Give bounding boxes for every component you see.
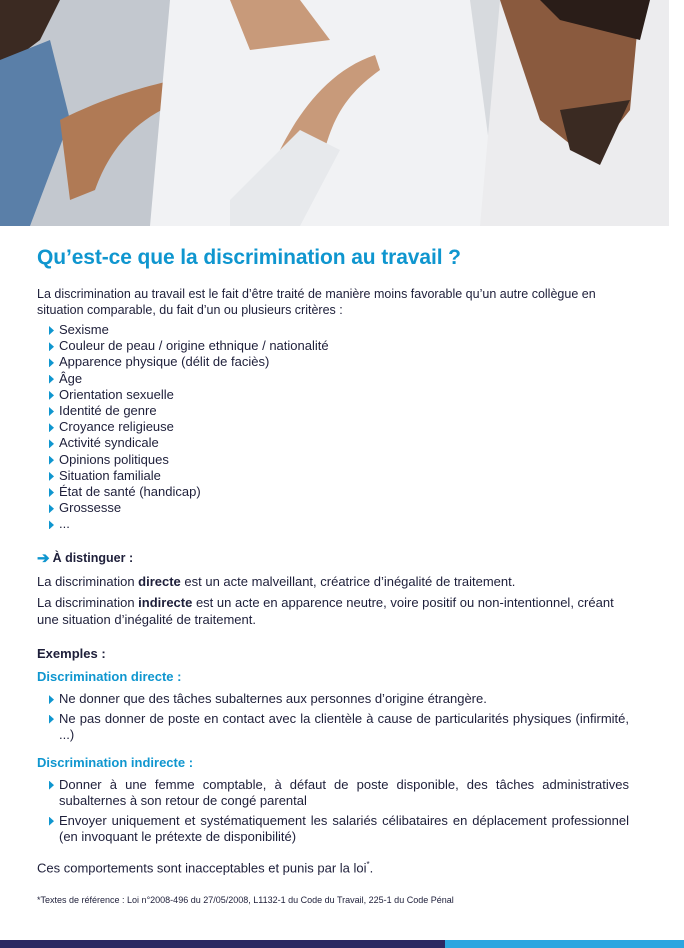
distinguish-heading: ➔ À distinguer :	[37, 549, 134, 567]
footer-bar-dark	[0, 940, 445, 948]
list-item: Âge	[49, 371, 629, 387]
list-item: Apparence physique (délit de faciès)	[49, 354, 629, 370]
bullet-icon	[49, 456, 54, 465]
direct-definition: La discrimination directe est un acte malveillant, créatrice d’inégalité de traitement.	[37, 573, 516, 589]
bullet-icon	[49, 695, 54, 704]
bullet-icon	[49, 326, 54, 335]
hero-photo	[0, 0, 669, 226]
intro-text: La discrimination au travail est le fait d’être traité de manière moins favorable qu’un autre collègue en situation comparable, du fait d’un ou plusieurs critères :	[37, 287, 596, 317]
indirect-examples-heading: Discrimination indirecte :	[37, 754, 194, 770]
indirect-examples-list	[49, 777, 629, 846]
bullet-icon	[49, 520, 54, 529]
list-item: Ne donner que des tâches subalternes aux personnes d’origine étrangère.	[49, 691, 629, 708]
bullet-icon	[49, 439, 54, 448]
list-item: Identité de genre	[49, 403, 629, 419]
bullet-icon	[49, 817, 54, 826]
list-item: Sexisme	[49, 322, 629, 338]
direct-examples-list	[49, 691, 629, 744]
bullet-icon	[49, 504, 54, 513]
list-item: Ne pas donner de poste en contact avec la clientèle à cause de particularités physiques (infirmité, ...)	[49, 711, 629, 744]
bullet-icon	[49, 407, 54, 416]
page-title: Qu’est-ce que la discrimination au travail ?	[37, 246, 461, 269]
main-content	[37, 246, 629, 905]
list-item: État de santé (handicap)	[49, 484, 629, 500]
hero-illustration	[0, 0, 669, 226]
bullet-icon	[49, 488, 54, 497]
direct-examples-heading: Discrimination directe :	[37, 669, 182, 685]
list-item: Couleur de peau / origine ethnique / nationalité	[49, 338, 629, 354]
list-item: Grossesse	[49, 500, 629, 516]
bullet-icon	[49, 472, 54, 481]
bullet-icon	[49, 375, 54, 384]
list-item: Opinions politiques	[49, 452, 629, 468]
criteria-list	[49, 322, 629, 533]
list-item: Croyance religieuse	[49, 419, 629, 435]
bullet-icon	[49, 342, 54, 351]
bullet-icon	[49, 781, 54, 790]
bullet-icon	[49, 423, 54, 432]
list-item: Donner à une femme comptable, à défaut de poste disponible, des tâches administratives subalternes à son retour de congé parental	[49, 777, 629, 810]
list-item: Activité syndicale	[49, 435, 629, 451]
examples-heading: Exemples :	[37, 646, 106, 662]
list-item: Situation familiale	[49, 468, 629, 484]
list-item: Orientation sexuelle	[49, 387, 629, 403]
indirect-definition: La discrimination indirecte est un acte en apparence neutre, voire positif ou non-intentionnel, créant une situation d’inégalité de traitement.	[37, 595, 614, 627]
bullet-icon	[49, 358, 54, 367]
list-item: ...	[49, 516, 629, 532]
bullet-icon	[49, 391, 54, 400]
footer-bar-light	[445, 940, 684, 948]
list-item: Envoyer uniquement et systématiquement les salariés célibataires en déplacement professionnel (en invoquant le prétexte de disponibilité)	[49, 813, 629, 846]
conclusion-text: Ces comportements sont inacceptables et punis par la loi*.	[37, 859, 374, 875]
footnote: *Textes de référence : Loi n°2008-496 du 27/05/2008, L1132-1 du Code du Travail, 225-1 du Code Pénal	[37, 894, 454, 905]
bullet-icon	[49, 715, 54, 724]
arrow-right-icon: ➔	[37, 549, 50, 567]
